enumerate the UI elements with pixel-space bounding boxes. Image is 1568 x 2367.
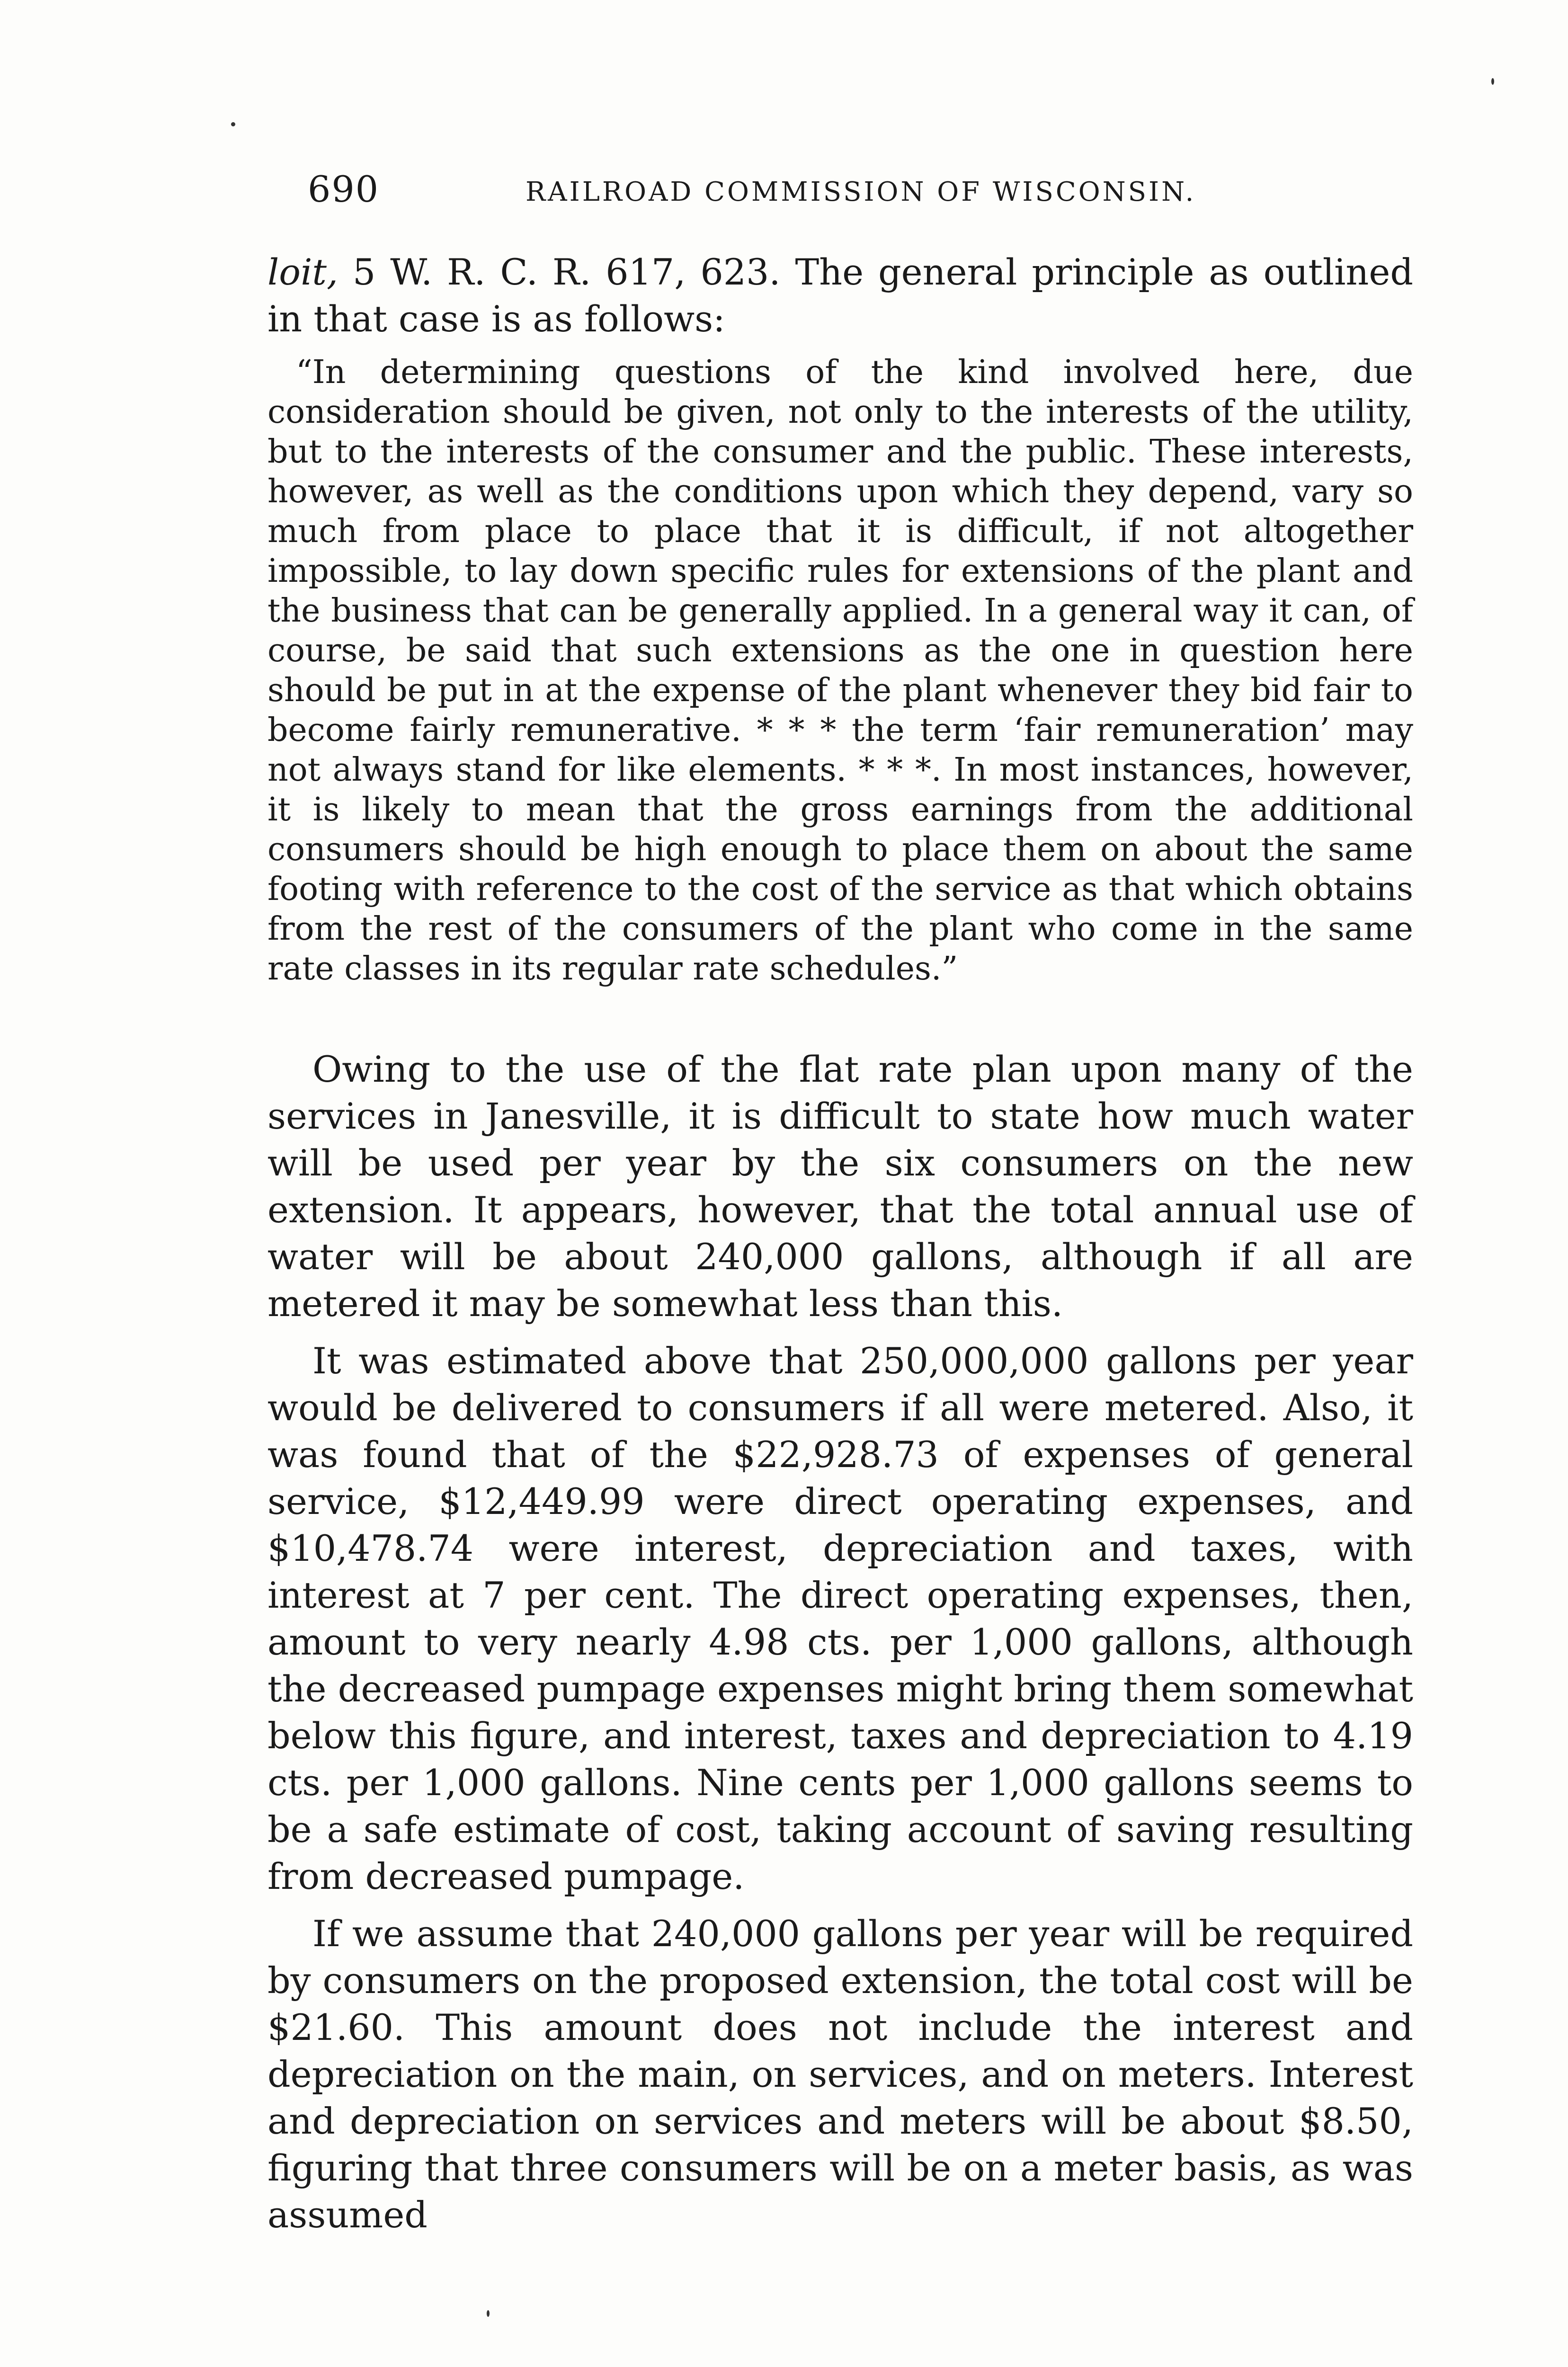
scan-speck: [231, 122, 235, 126]
paragraph-flat-rate: Owing to the use of the flat rate plan upon many of the services in Janesville, it is difficult to state how much water will be used per year by the six consumers on the new extension. It appears, however, that the total annual use of water will be about 240,000 gallons, although if all are metered it may be somewhat less than this.: [267, 1048, 1413, 1325]
page-number: 690: [308, 168, 380, 210]
paragraph-extension-cost: If we assume that 240,000 gallons per year will be required by consumers on the proposed extension, the total cost will be $21.60. This amount does not include the interest and depreciation on the main, on services, and on meters. Interest and depreciation on services and meters will be about $8.50, figuring that three consumers will be on a meter basis, as was assumed: [267, 1913, 1413, 2236]
paragraph-cost-estimate: It was estimated above that 250,000,000 gallons per year would be delivered to consumers if all were metered. Also, it was found that of the $22,928.73 of expenses of general service, $12,449.99 were direct operating expenses, and $10,478.74 were interest, depreciation and taxes, with interest at 7 per cent. The direct operating expenses, then, amount to very nearly 4.98 cts. per 1,000 gallons, although the decreased pumpage expenses might bring them somewhat below this figure, and interest, taxes and depreciation to 4.19 cts. per 1,000 gallons. Nine cents per 1,000 gallons seems to be a safe estimate of cost, taking account of saving resulting from decreased pumpage.: [267, 1340, 1413, 1897]
scan-speck: [487, 2310, 490, 2317]
running-head: RAILROAD COMMISSION OF WISCONSIN.: [526, 177, 1196, 207]
scan-speck: [1491, 78, 1494, 85]
intro-text: 5 W. R. C. R. 617, 623. The general principle as outlined in that case is as follows:: [267, 251, 1413, 340]
intro-paragraph: [267, 249, 1413, 342]
block-quote: “In determining questions of the kind involved here, due consideration should be given, not only to the interests of the utility, but to the interests of the consumer and the public. These interests, however, as well as the conditions upon which they depend, vary so much from place to place that it is difficult, if not altogether impossible, to lay down specific rules for extensions of the plant and the business that can be generally applied. In a general way it can, of course, be said that such extensions as the one in question here should be put in at the expense of the plant whenever they bid fair to become fairly remunerative. * * * the term ‘fair remuneration’ may not always stand for like elements. * * *. In most instances, however, it is likely to mean that the gross earnings from the additional consumers should be high enough to place them on about the same footing with reference to the cost of the service as that which obtains from the rest of the consumers of the plant who come in the same rate classes in its regular rate schedules.”: [267, 354, 1413, 988]
body-text: [267, 249, 1413, 2238]
page-header: [308, 168, 1420, 220]
case-citation: loit,: [267, 251, 339, 293]
